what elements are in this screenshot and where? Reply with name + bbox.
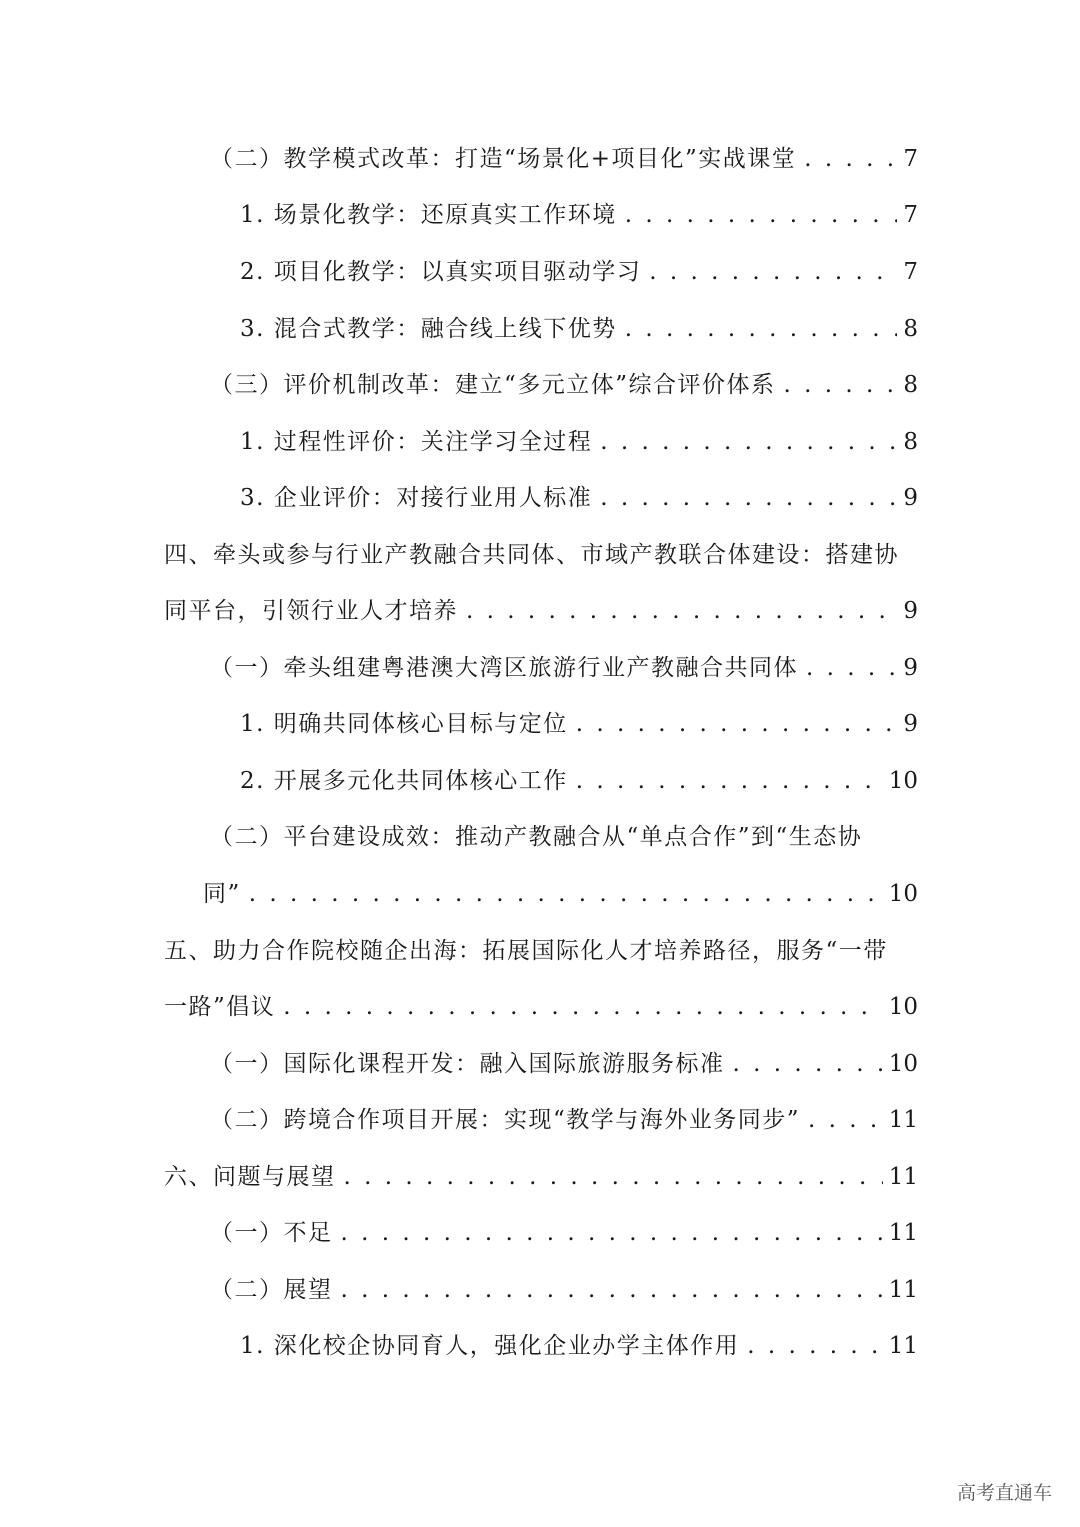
toc-page-number: 8 [903, 429, 918, 455]
toc-page-number: 9 [903, 655, 918, 681]
toc-leader-dots [747, 1326, 882, 1366]
toc-leader-dots [733, 1044, 883, 1084]
toc-leader-dots [341, 1270, 883, 1310]
toc-page-number: 8 [903, 316, 918, 342]
toc-entry-title: 2. 项目化教学：以真实项目驱动学习 [240, 259, 642, 285]
toc-entry-title: 3. 企业评价：对接行业用人标准 [240, 485, 593, 511]
toc-entry[interactable] [240, 252, 918, 292]
toc-leader-dots [804, 139, 897, 179]
toc-entry[interactable] [240, 309, 918, 349]
toc-entry[interactable] [210, 139, 918, 179]
toc-page-number: 10 [888, 768, 918, 794]
toc-entry-title: 一路”倡议 [164, 994, 276, 1020]
toc-page-number: 10 [888, 994, 918, 1020]
toc-page-number: 7 [903, 146, 918, 172]
toc-entry-title: （三）评价机制改革：建立“多元立体”综合评价体系 [210, 372, 776, 398]
toc-entry[interactable] [164, 1157, 918, 1197]
toc-entry[interactable] [240, 422, 918, 462]
toc-leader-dots [576, 704, 898, 744]
toc-page-number: 11 [888, 1164, 918, 1190]
toc-page-number: 9 [903, 485, 918, 511]
toc-entry-title: 1. 过程性评价：关注学习全过程 [240, 429, 593, 455]
toc-entry-title: 同平台，引领行业人才培养 [164, 598, 458, 624]
toc-page-number: 7 [903, 259, 918, 285]
toc-entry-title: 六、问题与展望 [164, 1164, 336, 1190]
toc-page-number: 11 [888, 1277, 918, 1303]
toc-entry[interactable] [240, 761, 918, 801]
toc-entry[interactable] [240, 704, 918, 744]
toc-entry[interactable] [203, 874, 918, 914]
toc-entry-title: （一）不足 [210, 1220, 333, 1246]
toc-page-number: 8 [903, 372, 918, 398]
toc-entry-title: （二）跨境合作项目开展：实现“教学与海外业务同步” [210, 1107, 801, 1133]
toc-entry-title: （二）教学模式改革：打造“场景化+项目化”实战课堂 [210, 146, 797, 172]
toc-entry-title: （一）国际化课程开发：融入国际旅游服务标准 [210, 1051, 725, 1077]
toc-page-number: 11 [888, 1220, 918, 1246]
toc-entry-title: （二）展望 [210, 1277, 333, 1303]
toc-entry[interactable] [210, 1213, 918, 1253]
toc-leader-dots [249, 874, 883, 914]
toc-entry-title: 2. 开展多元化共同体核心工作 [240, 768, 568, 794]
toc-entry[interactable] [210, 1100, 918, 1140]
toc-page-number: 11 [888, 1333, 918, 1359]
toc-entry[interactable] [210, 1044, 918, 1084]
toc-entry[interactable] [240, 195, 918, 235]
toc-page-number: 7 [903, 202, 918, 228]
toc-entry-title: 同” [203, 881, 241, 907]
toc-leader-dots [625, 195, 898, 235]
toc-entry[interactable] [210, 648, 918, 688]
toc-page-number: 10 [888, 881, 918, 907]
toc-leader-dots [600, 422, 897, 462]
toc-entry[interactable] [240, 1326, 918, 1366]
toc-leader-dots [808, 1100, 883, 1140]
toc-leader-dots [625, 309, 898, 349]
toc-entry[interactable] [210, 365, 918, 405]
toc-entry[interactable] [210, 1270, 918, 1310]
toc-page-number: 9 [903, 598, 918, 624]
toc-entry-title: （一）牵头组建粤港澳大湾区旅游行业产教融合共同体 [210, 655, 798, 681]
toc-entry-title: 1. 深化校企协同育人，强化企业办学主体作用 [240, 1333, 740, 1359]
toc-leader-dots [784, 365, 898, 405]
toc-leader-dots [576, 761, 883, 801]
toc-leader-dots [806, 648, 897, 688]
watermark-text: 高考直通车 [956, 1482, 1052, 1504]
toc-leader-dots [344, 1157, 883, 1197]
toc-page-number: 10 [888, 1051, 918, 1077]
toc-leader-dots [600, 478, 897, 518]
toc-entry-title[interactable]: 四、牵头或参与行业产教融合共同体、市域产教联合体建设：搭建协 [164, 542, 899, 568]
toc-leader-dots [466, 591, 897, 631]
toc-leader-dots [649, 252, 897, 292]
toc-entry-title: 3. 混合式教学：融合线上线下优势 [240, 316, 617, 342]
toc-entry[interactable] [164, 591, 918, 631]
toc-entry-title[interactable]: （二）平台建设成效：推动产教融合从“单点合作”到“生态协 [210, 824, 863, 850]
toc-leader-dots [341, 1213, 883, 1253]
toc-entry-title: 1. 明确共同体核心目标与定位 [240, 711, 568, 737]
toc-leader-dots [283, 987, 882, 1027]
toc-page-number: 9 [903, 711, 918, 737]
toc-entry[interactable] [240, 478, 918, 518]
toc-page-number: 11 [888, 1107, 918, 1133]
toc-entry[interactable] [164, 987, 918, 1027]
toc-entry-title: 1. 场景化教学：还原真实工作环境 [240, 202, 617, 228]
toc-entry-title[interactable]: 五、助力合作院校随企出海：拓展国际化人才培养路径，服务“一带 [164, 938, 888, 964]
